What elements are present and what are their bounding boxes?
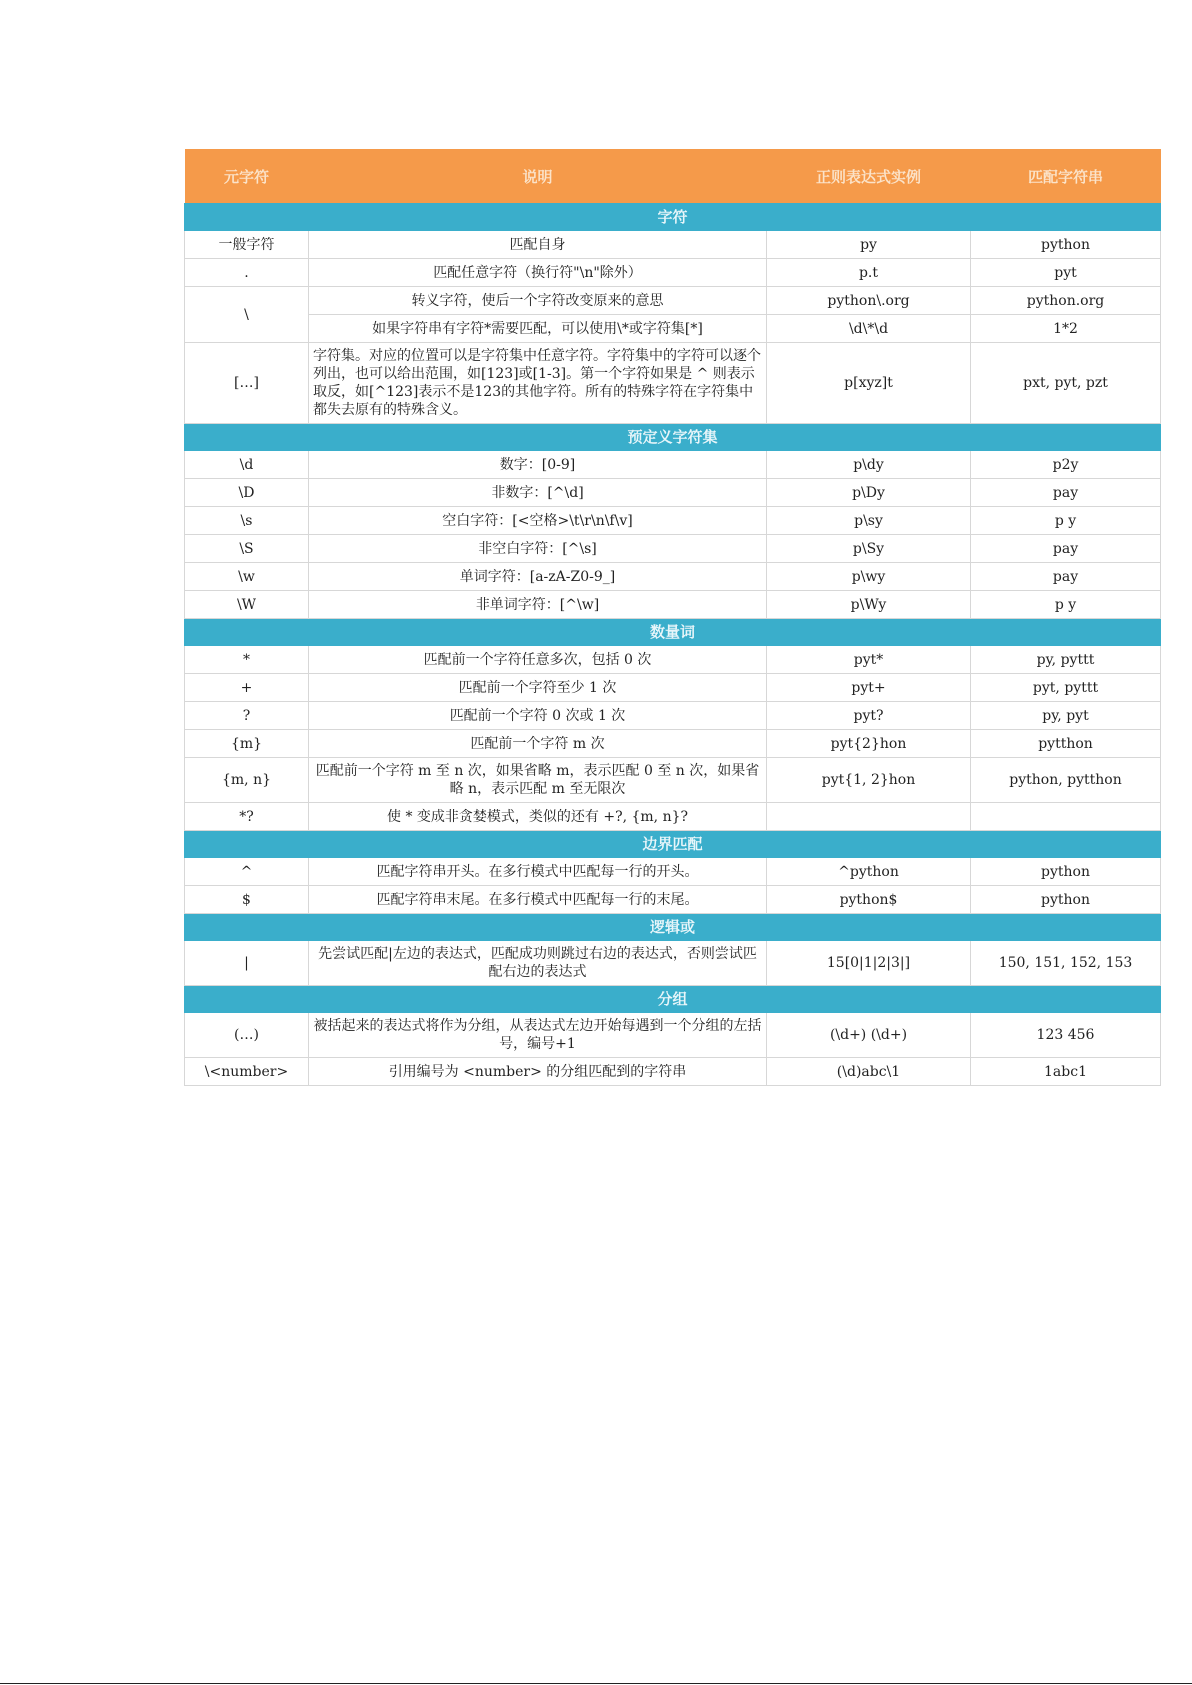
- metachar-cell: *: [185, 646, 309, 674]
- table-row: [185, 507, 1161, 535]
- description-cell: 匹配前一个字符 m 至 n 次，如果省略 m，表示匹配 0 至 n 次，如果省略 n，表示匹配 m 至无限次: [309, 758, 767, 803]
- metachar-cell: \D: [185, 479, 309, 507]
- section-title: 分组: [185, 986, 1161, 1013]
- table-row: [185, 730, 1161, 758]
- match-cell: python: [971, 886, 1161, 914]
- description-cell: 如果字符串有字符*需要匹配，可以使用\*或字符集[*]: [309, 315, 767, 343]
- description-cell: 字符集。对应的位置可以是字符集中任意字符。字符集中的字符可以逐个列出，也可以给出范围，如[123]或[1-3]。第一个字符如果是 ^ 则表示取反，如[^123]表示不是123的其他字符。所有的特殊字符在字符集中都失去原有的特殊含义。: [309, 343, 767, 424]
- example-cell: p.t: [767, 259, 971, 287]
- match-cell: pytthon: [971, 730, 1161, 758]
- metachar-cell: \w: [185, 563, 309, 591]
- metachar-cell: |: [185, 941, 309, 986]
- match-cell: p y: [971, 507, 1161, 535]
- match-cell: pay: [971, 479, 1161, 507]
- metachar-cell: *?: [185, 803, 309, 831]
- header-example: 正则表达式实例: [767, 149, 971, 204]
- example-cell: pyt*: [767, 646, 971, 674]
- example-cell: p\wy: [767, 563, 971, 591]
- metachar-cell: {m}: [185, 730, 309, 758]
- metachar-cell: $: [185, 886, 309, 914]
- description-cell: 非数字：[^\d]: [309, 479, 767, 507]
- regex-reference-table: [184, 149, 1161, 1086]
- table-row: [185, 287, 1161, 315]
- example-cell: p\Sy: [767, 535, 971, 563]
- description-cell: 非空白字符：[^\s]: [309, 535, 767, 563]
- description-cell: 匹配字符串末尾。在多行模式中匹配每一行的末尾。: [309, 886, 767, 914]
- example-cell: [767, 803, 971, 831]
- description-cell: 数字：[0-9]: [309, 451, 767, 479]
- table-row: [185, 941, 1161, 986]
- example-cell: \d\*\d: [767, 315, 971, 343]
- table-row: [185, 674, 1161, 702]
- table-row: [185, 803, 1161, 831]
- table-row: [185, 1058, 1161, 1086]
- header-match: 匹配字符串: [971, 149, 1161, 204]
- description-cell: 转义字符，使后一个字符改变原来的意思: [309, 287, 767, 315]
- description-cell: 匹配自身: [309, 231, 767, 259]
- section-row: [185, 831, 1161, 858]
- description-cell: 匹配前一个字符至少 1 次: [309, 674, 767, 702]
- match-cell: python: [971, 858, 1161, 886]
- example-cell: (\d)abc\1: [767, 1058, 971, 1086]
- match-cell: pay: [971, 563, 1161, 591]
- match-cell: pxt, pyt, pzt: [971, 343, 1161, 424]
- match-cell: pyt, pyttt: [971, 674, 1161, 702]
- section-title: 边界匹配: [185, 831, 1161, 858]
- table-row: [185, 758, 1161, 803]
- metachar-cell: ^: [185, 858, 309, 886]
- metachar-cell: \W: [185, 591, 309, 619]
- match-cell: 123 456: [971, 1013, 1161, 1058]
- table-row: [185, 315, 1161, 343]
- table-row: [185, 259, 1161, 287]
- example-cell: p\Dy: [767, 479, 971, 507]
- section-row: [185, 619, 1161, 646]
- header-metachar: 元字符: [185, 149, 309, 204]
- example-cell: p\sy: [767, 507, 971, 535]
- description-cell: 匹配任意字符（换行符"\n"除外）: [309, 259, 767, 287]
- match-cell: 1*2: [971, 315, 1161, 343]
- table-row: [185, 231, 1161, 259]
- match-cell: 150, 151, 152, 153: [971, 941, 1161, 986]
- match-cell: py, pyt: [971, 702, 1161, 730]
- example-cell: 15[0|1|2|3|]: [767, 941, 971, 986]
- example-cell: pyt{2}hon: [767, 730, 971, 758]
- match-cell: p y: [971, 591, 1161, 619]
- metachar-cell: .: [185, 259, 309, 287]
- table-row: [185, 858, 1161, 886]
- section-title: 字符: [185, 204, 1161, 231]
- description-cell: 匹配前一个字符 0 次或 1 次: [309, 702, 767, 730]
- header-description: 说明: [309, 149, 767, 204]
- example-cell: p[xyz]t: [767, 343, 971, 424]
- table-row: [185, 646, 1161, 674]
- metachar-cell: \s: [185, 507, 309, 535]
- metachar-cell: \: [185, 287, 309, 343]
- page-bottom-rule: [0, 1683, 1192, 1684]
- match-cell: pay: [971, 535, 1161, 563]
- match-cell: p2y: [971, 451, 1161, 479]
- section-row: [185, 914, 1161, 941]
- section-title: 数量词: [185, 619, 1161, 646]
- section-title: 预定义字符集: [185, 424, 1161, 451]
- table-row: [185, 563, 1161, 591]
- example-cell: (\d+) (\d+): [767, 1013, 971, 1058]
- example-cell: py: [767, 231, 971, 259]
- description-cell: 匹配字符串开头。在多行模式中匹配每一行的开头。: [309, 858, 767, 886]
- example-cell: p\dy: [767, 451, 971, 479]
- table-row: [185, 343, 1161, 424]
- description-cell: 空白字符：[<空格>\t\r\n\f\v]: [309, 507, 767, 535]
- section-row: [185, 424, 1161, 451]
- description-cell: 非单词字符：[^\w]: [309, 591, 767, 619]
- example-cell: p\Wy: [767, 591, 971, 619]
- match-cell: python: [971, 231, 1161, 259]
- section-title: 逻辑或: [185, 914, 1161, 941]
- match-cell: pyt: [971, 259, 1161, 287]
- match-cell: [971, 803, 1161, 831]
- metachar-cell: {m, n}: [185, 758, 309, 803]
- metachar-cell: (…): [185, 1013, 309, 1058]
- metachar-cell: […]: [185, 343, 309, 424]
- example-cell: python\.org: [767, 287, 971, 315]
- description-cell: 匹配前一个字符 m 次: [309, 730, 767, 758]
- table-row: [185, 886, 1161, 914]
- example-cell: pyt+: [767, 674, 971, 702]
- match-cell: py, pyttt: [971, 646, 1161, 674]
- table-row: [185, 535, 1161, 563]
- metachar-cell: +: [185, 674, 309, 702]
- match-cell: python, pytthon: [971, 758, 1161, 803]
- metachar-cell: \<number>: [185, 1058, 309, 1086]
- metachar-cell: \S: [185, 535, 309, 563]
- section-row: [185, 986, 1161, 1013]
- table-header-row: [185, 149, 1161, 204]
- description-cell: 使 * 变成非贪婪模式，类似的还有 +?, {m, n}?: [309, 803, 767, 831]
- example-cell: pyt{1, 2}hon: [767, 758, 971, 803]
- example-cell: ^python: [767, 858, 971, 886]
- metachar-cell: ?: [185, 702, 309, 730]
- table-row: [185, 702, 1161, 730]
- description-cell: 引用编号为 <number> 的分组匹配到的字符串: [309, 1058, 767, 1086]
- table-row: [185, 1013, 1161, 1058]
- table-row: [185, 591, 1161, 619]
- description-cell: 匹配前一个字符任意多次，包括 0 次: [309, 646, 767, 674]
- description-cell: 先尝试匹配|左边的表达式，匹配成功则跳过右边的表达式，否则尝试匹配右边的表达式: [309, 941, 767, 986]
- match-cell: 1abc1: [971, 1058, 1161, 1086]
- example-cell: python$: [767, 886, 971, 914]
- match-cell: python.org: [971, 287, 1161, 315]
- section-row: [185, 204, 1161, 231]
- description-cell: 单词字符：[a-zA-Z0-9_]: [309, 563, 767, 591]
- table-row: [185, 479, 1161, 507]
- example-cell: pyt?: [767, 702, 971, 730]
- description-cell: 被括起来的表达式将作为分组，从表达式左边开始每遇到一个分组的左括号，编号+1: [309, 1013, 767, 1058]
- table-row: [185, 451, 1161, 479]
- metachar-cell: 一般字符: [185, 231, 309, 259]
- metachar-cell: \d: [185, 451, 309, 479]
